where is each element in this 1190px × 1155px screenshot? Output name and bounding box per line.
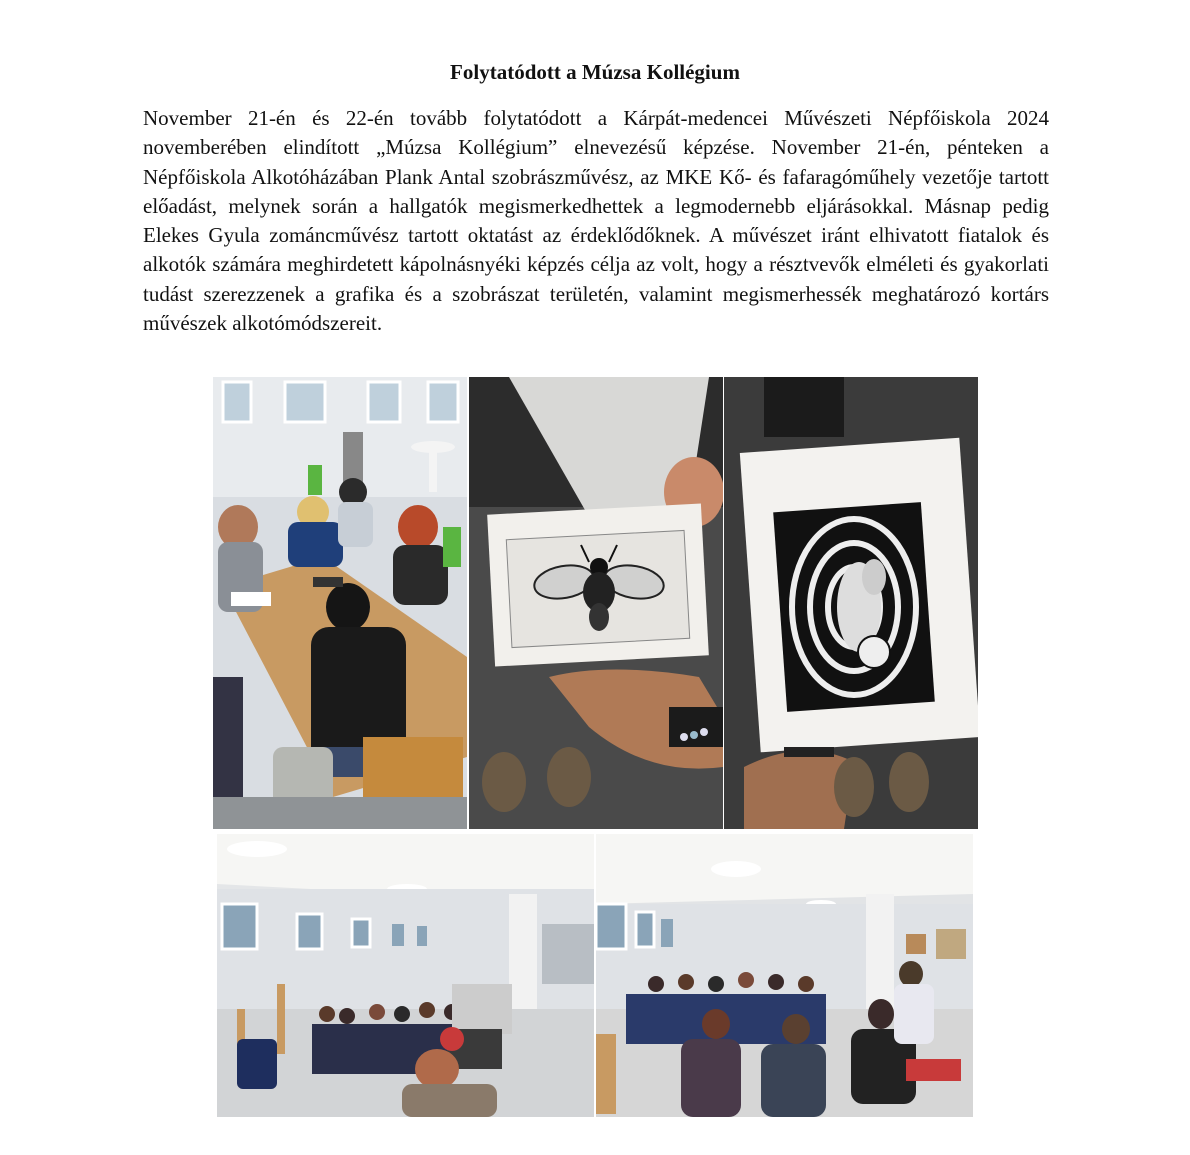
photo-lecture-hall-left	[217, 834, 594, 1117]
photo-bee-print	[469, 377, 723, 829]
photo-rabbit-print	[724, 377, 978, 829]
body-paragraph: November 21-én és 22-én tovább folytatódott a Kárpát-medencei Művészeti Népfőiskola 2024 novemberében elindított „Múzsa Kollégium” elnevezésű képzése. November 21-én, pénteken a Népfőiskola Alkotóházában Plank Antal szobrászművész, az MKE Kő- és fafaragóműhely vezetője tartott előadást, melynek során a hallgatók megismerkedhettek a legmodernebb eljárásokkal. Másnap pedig Elekes Gyula zománcművész tartott oktatást az érdeklődőknek. A művészet iránt elhivatott fiatalok és alkotók számára meghirdetett kápolnásnyéki képzés célja az volt, hogy a résztvevők elméleti és gyakorlati tudást szerezzenek a grafika és a szobrászat területén, valamint megismerhessék meghatározó kortárs művészek alkotómódszereit.	[143, 106, 1049, 336]
photo-workshop-table	[213, 377, 467, 829]
document-title: Folytatódott a Múzsa Kollégium	[450, 60, 740, 84]
photo-lecture-hall-right	[596, 834, 973, 1117]
